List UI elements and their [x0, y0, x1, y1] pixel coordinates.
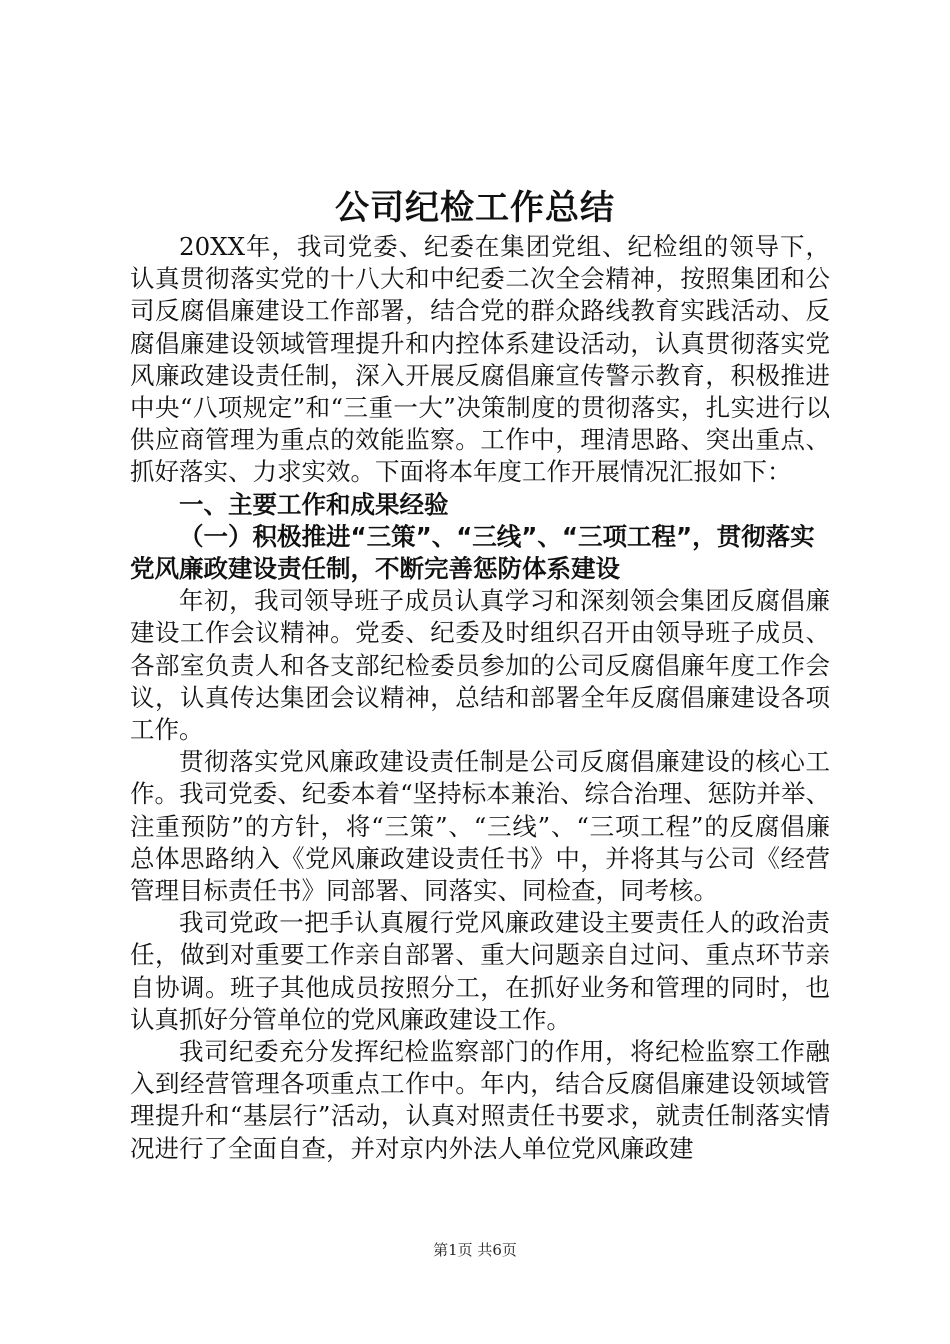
intro-paragraph: 20XX年，我司党委、纪委在集团党组、纪检组的领导下，认真贯彻落实党的十八大和中纪委二次全会精神，按照集团和公司反腐倡廉建设工作部署，结合党的群众路线教育实践活动、反腐倡廉建设领域管理提升和内控体系建设活动，认真贯彻落实党风廉政建设责任制，深入开展反腐倡廉宣传警示教育，积极推进中央“八项规定”和“三重一大”决策制度的贯彻落实，扎实进行以供应商管理为重点的效能监察。工作中，理清思路、突出重点、抓好落实、力求实效。下面将本年度工作开展情况汇报如下：: [130, 232, 830, 487]
body-paragraph: 年初，我司领导班子成员认真学习和深刻领会集团反腐倡廉建设工作会议精神。党委、纪委及时组织召开由领导班子成员、各部室负责人和各支部纪检委员参加的公司反腐倡廉年度工作会议，认真传达集团会议精神，总结和部署全年反腐倡廉建设各项工作。: [130, 586, 830, 745]
section-heading: 一、主要工作和成果经验: [179, 489, 449, 519]
document-body: [130, 231, 830, 1165]
subsection-heading: （一）积极推进“三策”、“三线”、“三项工程”，贯彻落实党风廉政建设责任制，不断完善惩防体系建设: [130, 521, 815, 584]
body-paragraph: 贯彻落实党风廉政建设责任制是公司反腐倡廉建设的核心工作。我司党委、纪委本着“坚持标本兼治、综合治理、惩防并举、注重预防”的方针，将“三策”、“三线”、“三项工程”的反腐倡廉总体思路纳入《党风廉政建设责任书》中，并将其与公司《经营管理目标责任书》同部署、同落实、同检查，同考核。: [130, 747, 830, 906]
body-paragraph: 我司党政一把手认真履行党风廉政建设主要责任人的政治责任，做到对重要工作亲自部署、重大问题亲自过问、重点环节亲自协调。班子其他成员按照分工，在抓好业务和管理的同时，也认真抓好分管单位的党风廉政建设工作。: [130, 908, 830, 1034]
body-paragraph: 我司纪委充分发挥纪检监察部门的作用，将纪检监察工作融入到经营管理各项重点工作中。年内，结合反腐倡廉建设领域管理提升和“基层行”活动，认真对照责任书要求，就责任制落实情况进行了全面自查，并对京内外法人单位党风廉政建: [130, 1037, 830, 1163]
document-title: 公司纪检工作总结: [335, 188, 615, 228]
page-footer: 第1页 共6页: [433, 1241, 517, 1259]
